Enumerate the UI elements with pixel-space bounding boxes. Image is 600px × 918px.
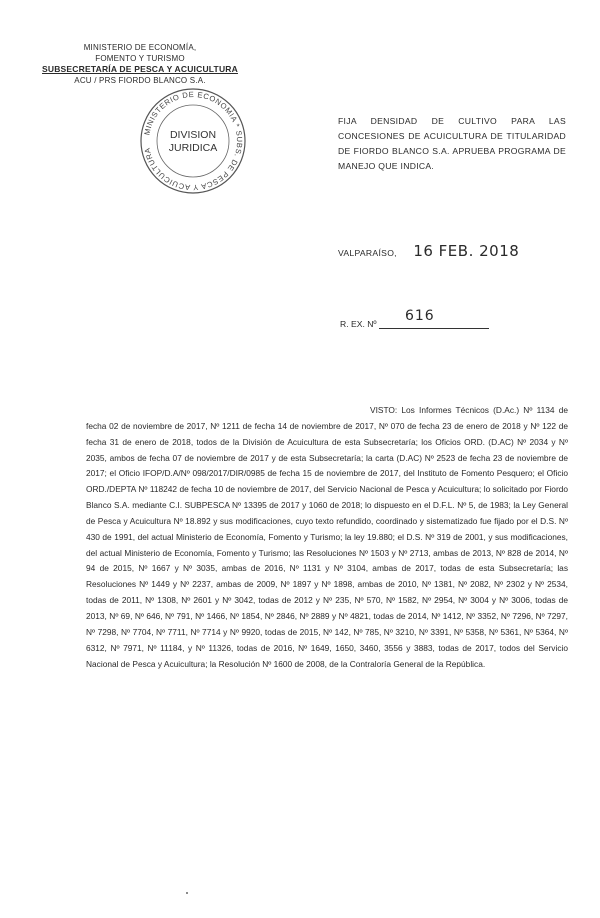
date-stamp: 16 FEB. 2018 (413, 242, 520, 260)
resolution-subject: FIJA DENSIDAD DE CULTIVO PARA LAS CONCESIONES DE ACUICULTURA DE TITULARIDAD DE FIORDO BLANCO S.A. APRUEBA PROGRAMA DE MANEJO QUE INDICA. (338, 116, 566, 171)
ministry-name-2: FOMENTO Y TURISMO (95, 54, 185, 63)
stamp-line-2: JURIDICA (168, 142, 218, 154)
stamp-ring-text: MINISTERIO DE ECONOMIA * SUBS. DE PESCA Y ACUICULTURA (142, 89, 245, 193)
division-juridica-stamp (138, 86, 248, 196)
place: VALPARAÍSO, (338, 248, 397, 258)
rex-number-line (379, 308, 489, 329)
ministry-name: MINISTERIO DE ECONOMÍA, (83, 43, 197, 52)
letterhead (40, 42, 240, 86)
resolution-number (340, 308, 489, 329)
stamp-line-1: DIVISION (169, 129, 217, 141)
place-and-date (338, 242, 519, 261)
rex-label: R. EX. Nº (340, 319, 377, 329)
file-reference: ACU / PRS FIORDO BLANCO S.A. (74, 76, 206, 85)
subsecretaria-name: SUBSECRETARÍA DE PESCA Y ACUICULTURA (42, 64, 238, 74)
scan-speck (186, 892, 188, 894)
rex-number: 616 (404, 308, 435, 324)
visto-paragraph: VISTO: Los Informes Técnicos (D.Ac.) Nº 1134 de fecha 02 de noviembre de 2017, Nº 1211 de fecha 14 de noviembre de 2017, Nº 070 de fecha 23 de enero de 2018 y Nº 122 de fecha 31 de enero de 2018, todos de la División de Acuicultura de esta Subsecretaría; los Oficios ORD. (D.AC) Nº 2034 y Nº 2035, ambos de fecha 07 de noviembre de 2017 y de esta Subsecretaría; la carta (D.AC) Nº 2523 de fecha 23 de noviembre de 2017; el Oficio IFOP/D.A/Nº 098/2017/DIR/0985 de fecha 15 de noviembre de 2017, del Instituto de Fomento Pesquero; el Oficio ORD./DEPTA Nº 118242 de fecha 10 de noviembre de 2017, del Servicio Nacional de Pesca y Acuicultura; lo solicitado por Fiordo Blanco S.A. mediante C.I. SUBPESCA Nº 13395 de 2017 y 1060 de 2018; lo dispuesto en el D.F.L. Nº 5, de 1983; la Ley General de Pesca y Acuicultura Nº 18.892 y sus modificaciones, cuyo texto refundido, coordinado y sistematizado fue fijado por el D.S. Nº 430 de 1991, del actual Ministerio de Economía, Fomento y Turismo; la ley 19.880; el D.S. Nº 319 de 2001, y sus modificaciones, del actual Ministerio de Economía, Fomento y Turismo; las Resoluciones Nº 1503 y Nº 2713, ambas de 2013, Nº 828 de 2014, Nº 94 de 2015, Nº 1667 y Nº 3035, ambas de 2016, Nº 1131 y Nº 3104, ambas de 2017, todas de esta Subsecretaría; las Resoluciones Nº 1449 y Nº 2237, ambas de 2009, Nº 1897 y Nº 1898, ambas de 2010, Nº 1381, Nº 2082, Nº 2302 y Nº 2534, todas de 2011, Nº 1308, Nº 2601 y Nº 3042, todas de 2012 y Nº 235, Nº 570, Nº 1582, Nº 2954, Nº 3004 y Nº 3006, todas de 2013, Nº 69, Nº 646, Nº 791, Nº 1466, Nº 1854, Nº 2846, Nº 2889 y Nº 4821, todas de 2014, Nº 1412, Nº 3352, Nº 7296, Nº 7297, Nº 7298, Nº 7704, Nº 7711, Nº 7714 y Nº 9920, todas de 2015, Nº 142, Nº 785, Nº 3210, Nº 3391, Nº 5358, Nº 5361, Nº 5364, Nº 6312, Nº 7971, Nº 11184, y Nº 11326, todas de 2016, Nº 1649, 1650, 3460, 3556 y 3883, todas de 2017, todos del Servicio Nacional de Pesca y Acuicultura; la Resolución Nº 1600 de 2008, de la Contraloría General de la República. (86, 405, 568, 669)
